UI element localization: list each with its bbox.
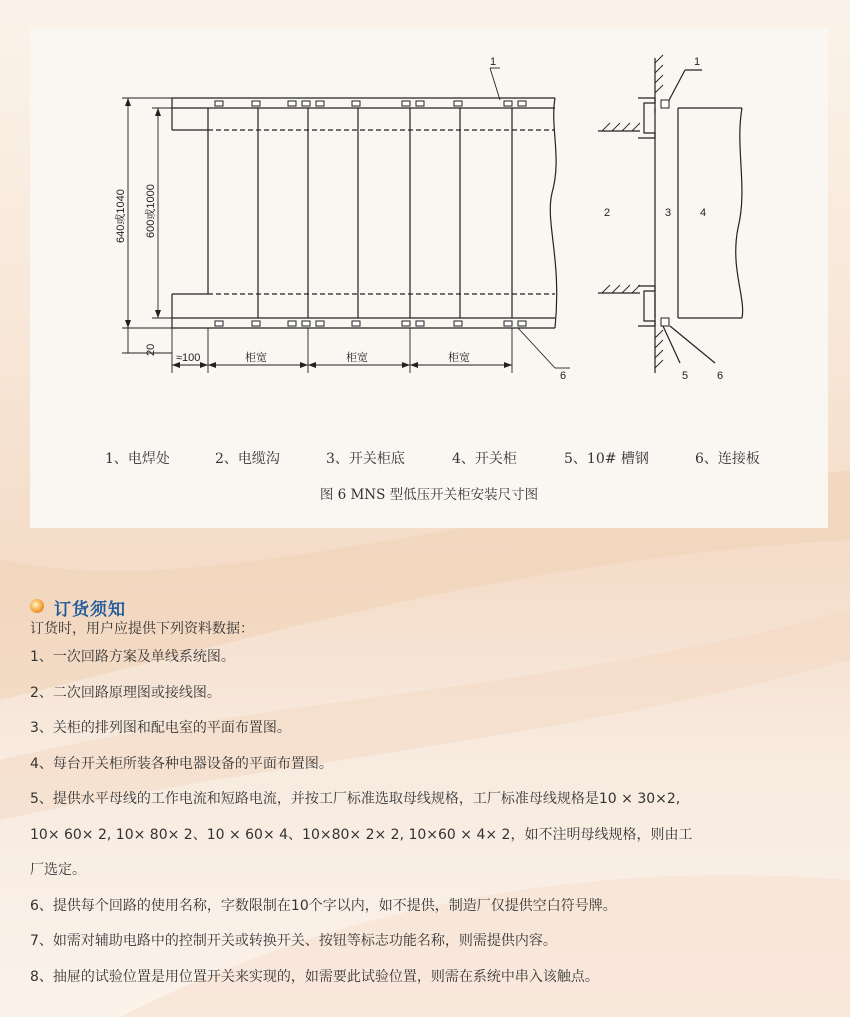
figure-panel bbox=[30, 28, 828, 528]
label-2: 2 bbox=[604, 207, 611, 219]
label-6-right: 6 bbox=[717, 370, 724, 382]
dim-left-offset: ≈100 bbox=[176, 352, 201, 364]
list-item: 6、提供每个回路的使用名称，字数限制在10个字以内，如不提供，制造厂仅提供空白符号牌。 bbox=[30, 897, 617, 914]
legend-item: 3、开关柜底 bbox=[326, 451, 405, 467]
figure-caption: 图 6 MNS 型低压开关柜安装尺寸图 bbox=[319, 487, 539, 503]
bullet-dot-icon bbox=[30, 599, 44, 613]
legend-item: 2、电缆沟 bbox=[215, 451, 280, 467]
section-heading bbox=[30, 595, 820, 619]
legend-item: 5、10# 槽钢 bbox=[564, 451, 649, 467]
section-body bbox=[30, 619, 820, 1002]
list-item: 2、二次回路原理图或接线图。 bbox=[30, 684, 221, 701]
list-item: 7、如需对辅助电路中的控制开关或转换开关、按钮等标志功能名称，则需提供内容。 bbox=[30, 933, 557, 949]
label-6-left: 6 bbox=[560, 370, 567, 382]
dim-width-2: 柜宽 bbox=[346, 352, 368, 364]
label-1-left: 1 bbox=[490, 56, 497, 68]
dim-bottom-offset: 20 bbox=[145, 343, 157, 356]
intro-text: 订货时，用户应提供下列资料数据： bbox=[30, 621, 254, 637]
label-5: 5 bbox=[682, 370, 689, 382]
list-item: 1、一次回路方案及单线系统图。 bbox=[30, 649, 235, 665]
dim-inner-height: 600或1000 bbox=[145, 184, 157, 238]
section-title: 订货须知 bbox=[54, 600, 126, 620]
installation-drawing bbox=[30, 28, 828, 438]
legend-item: 1、电焊处 bbox=[105, 451, 170, 467]
list-item: 8、抽屉的试验位置是用位置开关来实现的，如需要此试验位置，则需在系统中串入该触点。 bbox=[30, 968, 599, 985]
dim-outer-height: 640或1040 bbox=[115, 189, 127, 243]
list-item: 4、每台开关柜所装各种电器设备的平面布置图。 bbox=[30, 755, 333, 772]
legend-item: 4、开关柜 bbox=[452, 451, 517, 467]
label-4: 4 bbox=[700, 207, 707, 219]
label-3: 3 bbox=[665, 207, 672, 219]
list-item: 3、关柜的排列图和配电室的平面布置图。 bbox=[30, 720, 291, 736]
figure-legend bbox=[30, 448, 828, 468]
legend-item: 6、连接板 bbox=[695, 451, 760, 467]
list-item: 厂选定。 bbox=[30, 862, 86, 878]
dim-width-1: 柜宽 bbox=[245, 352, 267, 364]
ordering-notes bbox=[30, 595, 820, 1002]
dim-width-3: 柜宽 bbox=[448, 352, 470, 364]
list-item: 10× 60× 2, 10× 80× 2、10 × 60× 4、10×80× 2× 2, 10×60 × 4× 2，如不注明母线规格，则由工 bbox=[30, 826, 693, 843]
label-1-right: 1 bbox=[694, 56, 701, 68]
list-item: 5、提供水平母线的工作电流和短路电流，并按工厂标准选取母线规格，工厂标准母线规格是10 × 30×2, bbox=[30, 791, 681, 807]
